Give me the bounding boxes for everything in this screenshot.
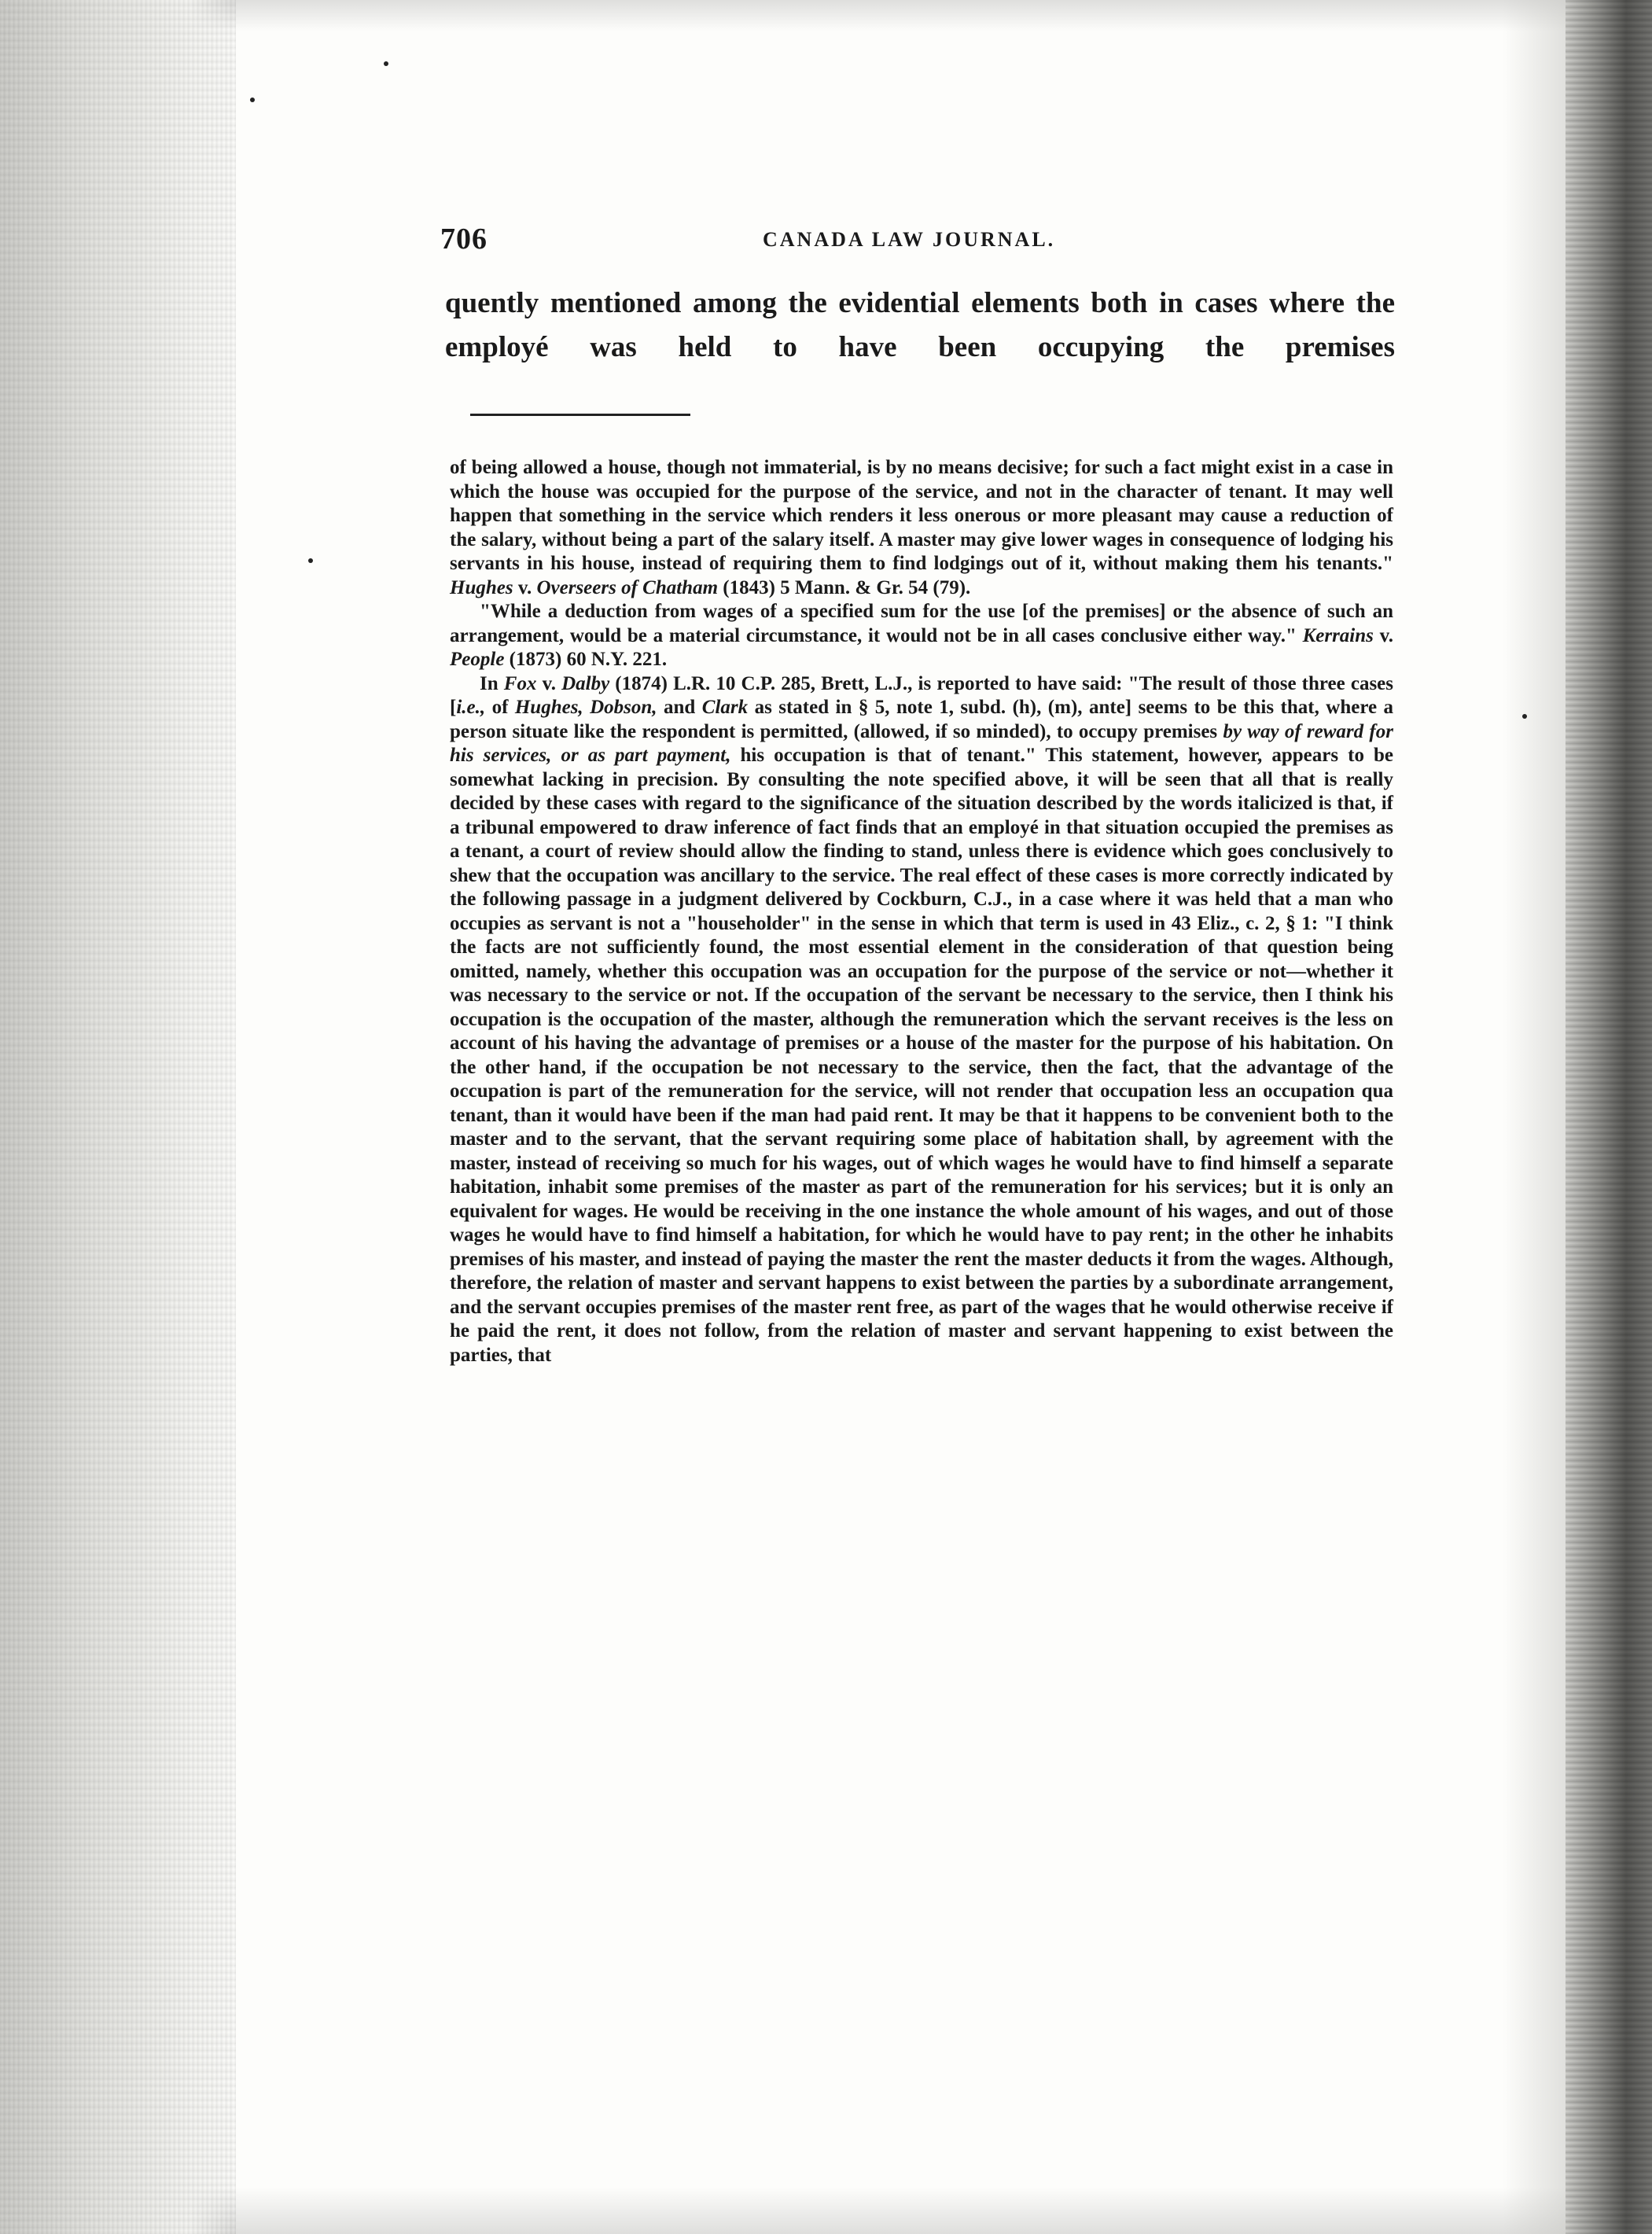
running-head <box>440 222 1392 256</box>
footnote-text: v. <box>536 672 562 694</box>
scan-edge-bottom <box>0 2187 1652 2234</box>
scan-edge-top <box>0 0 1652 31</box>
footnote-text: v. <box>513 576 537 598</box>
citation: (1873) 60 N.Y. 221. <box>504 649 668 670</box>
scan-speck <box>384 61 388 66</box>
case-name: Overseers of Chatham <box>536 576 719 598</box>
scan-edge-left <box>0 0 236 2234</box>
footnote-rule <box>470 414 690 416</box>
case-name: People <box>450 649 505 670</box>
case-name: Hughes <box>450 576 513 598</box>
footnote-text: as stated in § 5, note 1, subd. (h), (m), ante] seems to be this that, where a person situate like the respondent is permitted, (allowed, if so minded), to occupy premises <box>450 697 1394 742</box>
footnote-text: and <box>657 697 702 718</box>
scan-speck <box>308 558 313 563</box>
journal-title: CANADA LAW JOURNAL. <box>763 228 1056 251</box>
footnote-text: (1874) L.R. 10 C.P. 285, Brett, L.J., is reported to have said: "The result of those three cases [ <box>450 672 1394 718</box>
scan-edge-right-shadow <box>1503 0 1566 2234</box>
scan-edge-right <box>1566 0 1652 2234</box>
footnote-text: "While a deduction from wages of a specified sum for the use [of the premises] or the absence of such an arrangement, would be a material circumstance, it would not be in all cases conclusive either way." <box>450 601 1393 646</box>
citation: (1843) 5 Mann. & Gr. 54 (79). <box>718 576 971 598</box>
footnote-paragraph <box>450 456 1393 600</box>
footnote-paragraph <box>450 600 1393 672</box>
case-name: Kerrains <box>1302 624 1374 646</box>
footnotes <box>450 456 1393 1367</box>
footnote-text: of <box>485 697 515 718</box>
case-name: Clark <box>701 697 749 718</box>
page-number: 706 <box>440 223 488 256</box>
case-name: Dalby <box>561 672 610 694</box>
body-text <box>445 282 1395 370</box>
footnote-paragraph <box>450 672 1393 1368</box>
footnote-text: of being allowed a house, though not immaterial, is by no means decisive; for such a fact might exist in a case in which the house was occupied for the purpose of the service, and not in the character of tenant. It may well happen that something in the service which renders it less onerous or more pleasant may cause a reduction of the salary, without being a part of the salary itself. A master may give lower wages in consequence of lodging his servants in his house, instead of requiring them to find lodgings out of it, without making them his tenants." <box>450 457 1393 574</box>
case-name: Hughes, Dobson, <box>514 697 657 718</box>
footnote-text: In <box>480 672 504 694</box>
scan-speck <box>250 98 255 102</box>
scan-speck <box>1522 714 1527 719</box>
footnote-text: v. <box>1373 624 1393 646</box>
footnote-text: his occupation is that of tenant." This statement, however, appears to be somewhat lacking in precision. By consulting the note specified above, it will be seen that all that is really decided by these cases with regard to the significance of the situation described by the words italicized is that, if a tribunal empowered to draw inference of fact finds that an employé in that situation occupied the premises as a tenant, a court of review should allow the finding to stand, unless there is evidence which goes conclusively to shew that the occupation was ancillary to the service. The real effect of these cases is more correctly indicated by the following passage in a judgment delivered by Cockburn, C.J., in a case where it was held that a man who occupies as servant is not a "householder" in the sense in which that term is used in 43 Eliz., c. 2, § 1: "I think the facts are not sufficiently found, the most essential element in the consideration of that question being omitted, namely, whether this occupation was an occupation for the purpose of the service or not—whether it was necessary to the service or not. If the occupation of the servant be necessary to the service, then I think his occupation is the occupation of the master, although the remuneration which the servant receives is the less on account of his having the advantage of premises or a house of the master for the purpose of his habitation. On the other hand, if the occupation be not necessary to the service, then the fact, that the advantage of the occupation is part of the remuneration for the service, will not render that occupation less an occupation qua tenant, than it would have been if the man had paid rent. It may be that it happens to be convenient both to the master and to the servant, that the servant requiring some place of habitation shall, by agreement with the master, instead of receiving so much for his wages, out of which wages he would have to find himself a separate habitation, inhabit some premises of the master as part of the remuneration for his services; but it is only an equivalent for wages. He would be receiving in the one instance the whole amount of his wages, and out of those wages he would have to find himself a habitation, for which he would have to pay rent; in the other he inhabits premises of his master, and instead of paying the master the rent the master deducts it from the wages. Although, therefore, the relation of master and servant happens to exist between the parties by a subordinate arrangement, and the servant occupies premises of the master rent free, as part of the wages that he would otherwise receive if he paid the rent, it does not follow, from the relation of master and servant happening to exist between the parties, that <box>450 745 1393 1366</box>
italic-phrase: by way of reward for his services, or as part payment, <box>450 720 1393 766</box>
italic-abbrev: i.e., <box>456 697 486 718</box>
body-paragraph: quently mentioned among the evidential elements both in cases where the employé was held to have been occupying the premises <box>445 287 1395 363</box>
case-name: Fox <box>503 672 537 694</box>
